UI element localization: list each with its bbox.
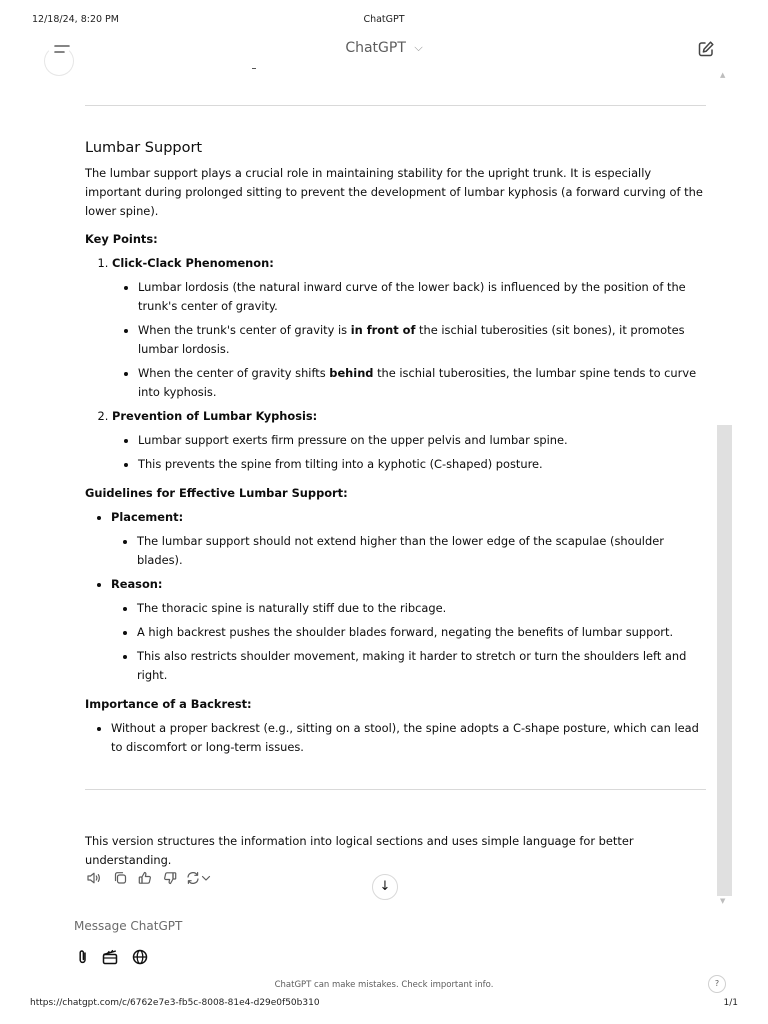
bold-text: in front of xyxy=(350,323,416,337)
print-date: 12/18/24, 8:20 PM xyxy=(32,14,119,25)
key-points-heading: Key Points: xyxy=(85,232,158,246)
scroll-down-arrow-icon[interactable]: ▼ xyxy=(720,897,726,905)
arrow-down-icon: ↓ xyxy=(379,879,391,894)
list-item xyxy=(112,407,710,474)
list-item: • A high backrest pushes the shoulder blades forward, negating the benefits of lumbar support. xyxy=(137,623,710,642)
read-aloud-icon xyxy=(86,870,102,886)
list-item xyxy=(111,575,710,685)
list-item xyxy=(138,364,710,402)
scroll-to-bottom-button[interactable] xyxy=(372,874,398,900)
thumbs-down-icon xyxy=(162,870,178,886)
disclaimer: ChatGPT can make mistakes. Check important info. xyxy=(274,980,494,990)
list-item: • Without a proper backrest (e.g., sitting on a stool), the spine adopts a C-shape posture, which can lead to discomfort or long-term issues. xyxy=(111,719,710,757)
good-response-button[interactable] xyxy=(137,870,153,886)
edit-icon xyxy=(696,39,716,59)
new-chat-button[interactable] xyxy=(696,39,716,59)
list-item-label: Reason: xyxy=(111,577,163,591)
copy-button[interactable] xyxy=(112,870,128,886)
sub-list xyxy=(111,532,710,570)
thumbs-up-icon xyxy=(137,870,153,886)
copy-icon xyxy=(112,870,128,886)
key-points-list xyxy=(85,254,710,474)
list-item: • Lumbar lordosis (the natural inward curve of the lower back) is influenced by the position of the trunk's center of gravity. xyxy=(138,278,710,316)
chevron-down-icon xyxy=(200,870,212,886)
read-aloud-button[interactable] xyxy=(86,870,102,886)
app-header xyxy=(0,34,768,64)
model-selector-button[interactable] xyxy=(0,40,768,56)
divider xyxy=(85,105,706,106)
print-header xyxy=(0,14,768,28)
intro-paragraph: The lumbar support plays a crucial role in maintaining stability for the upright trunk. It is especially important during prolonged sitting to prevent the development of lumbar kyphosis (a forward curving of the lower spine). xyxy=(85,166,703,218)
assistant-message xyxy=(85,137,710,762)
model-switch-button[interactable] xyxy=(200,870,212,886)
message-input[interactable] xyxy=(74,916,474,936)
backrest-list xyxy=(85,719,710,757)
guidelines-heading: Guidelines for Effective Lumbar Support: xyxy=(85,486,348,500)
text-run: the ischial tuberosities, the lumbar spine tends to curve into kyphosis. xyxy=(138,366,697,399)
text-run: the ischial tuberosities (sit bones), it promotes lumbar lordosis. xyxy=(138,323,685,356)
sub-list xyxy=(111,599,710,685)
sub-list xyxy=(112,278,710,402)
list-item: • This also restricts shoulder movement, making it harder to stretch or turn the shoulders left and right. xyxy=(137,647,710,685)
list-item: • The lumbar support should not extend higher than the lower edge of the scapulae (shoulder blades). xyxy=(137,532,710,570)
guidelines-list xyxy=(85,508,710,685)
avatar xyxy=(44,46,74,76)
regenerate-icon xyxy=(185,870,201,886)
bad-response-button[interactable] xyxy=(162,870,178,886)
list-item: • The thoracic spine is naturally stiff due to the ribcage. xyxy=(137,599,710,618)
model-label: ChatGPT xyxy=(345,40,406,56)
paperclip-icon xyxy=(74,948,92,966)
scroll-up-arrow-icon[interactable]: ▲ xyxy=(720,71,726,79)
chevron-down-icon: ⌵ xyxy=(414,41,423,54)
video-tool-button[interactable] xyxy=(101,948,119,966)
search-web-button[interactable] xyxy=(131,948,149,966)
list-item: • This prevents the spine from tilting into a kyphotic (C-shaped) posture. xyxy=(138,455,710,474)
list-item xyxy=(138,321,710,359)
text-run: When the trunk's center of gravity is xyxy=(138,323,351,337)
composer xyxy=(74,916,714,976)
print-url: https://chatgpt.com/c/6762e7e3-fb5c-8008-81e4-d29e0f50b310 xyxy=(30,998,320,1008)
list-item xyxy=(112,254,710,402)
attach-file-button[interactable] xyxy=(74,948,92,966)
scrollbar-thumb[interactable] xyxy=(717,425,732,896)
sub-list xyxy=(112,431,710,474)
closing-paragraph: This version structures the information into logical sections and uses simple language for better understanding. xyxy=(85,834,634,868)
globe-icon xyxy=(131,948,149,966)
bold-text: behind xyxy=(329,366,374,380)
text-run: When the center of gravity shifts xyxy=(138,366,330,380)
divider xyxy=(85,789,706,790)
list-item-label: Placement: xyxy=(111,510,184,524)
list-item-label: Click-Clack Phenomenon: xyxy=(112,256,274,270)
print-page-number: 1/1 xyxy=(723,998,738,1008)
backrest-heading: Importance of a Backrest: xyxy=(85,697,252,711)
help-button[interactable]: ? xyxy=(708,975,726,993)
video-icon xyxy=(101,948,119,966)
cropped-text-fragment xyxy=(252,65,256,69)
regenerate-button[interactable] xyxy=(185,870,201,886)
list-item xyxy=(111,508,710,570)
print-title: ChatGPT xyxy=(363,14,405,25)
section-title: Lumbar Support xyxy=(85,140,203,156)
list-item-label: Prevention of Lumbar Kyphosis: xyxy=(112,409,318,423)
list-item: • Lumbar support exerts firm pressure on the upper pelvis and lumbar spine. xyxy=(138,431,710,450)
